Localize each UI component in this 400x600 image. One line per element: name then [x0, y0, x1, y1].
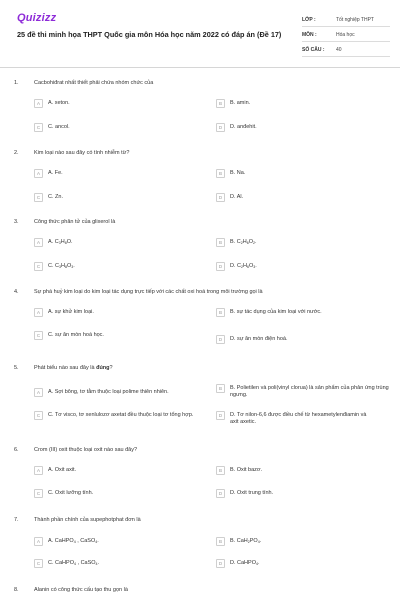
- question-text: Kim loại nào sau đây có tính nhiễm từ?: [34, 150, 130, 156]
- option-c[interactable]: [34, 490, 198, 498]
- option-b[interactable]: [216, 239, 380, 247]
- meta-row-count: [302, 44, 390, 57]
- option-letter-box: D: [216, 489, 225, 498]
- option-letter-box: C: [34, 193, 43, 202]
- option-text: B. Polietilen và poli(vinyl clorua) là sản phẩm của phản ứng trùng ngưng.: [230, 385, 389, 398]
- emphasis-text: đúng: [96, 365, 110, 371]
- option-text: D. sự ăn mòn điện hoá.: [230, 336, 288, 342]
- option-c[interactable]: [34, 194, 198, 202]
- option-a[interactable]: [34, 309, 198, 317]
- option-text: A. $C_3H_8O$.: [48, 239, 73, 245]
- option-letter-box: C: [34, 123, 43, 132]
- option-text: D. Oxit trung tính.: [230, 490, 274, 496]
- option-a[interactable]: [34, 100, 198, 108]
- option-letter-box: D: [216, 559, 225, 568]
- option-d[interactable]: [216, 263, 380, 271]
- option-letter-box: D: [216, 123, 225, 132]
- option-text: D. anđehit.: [230, 124, 257, 130]
- option-text: A. CaHPO$_4$ , CaSO$_4$.: [48, 538, 99, 544]
- question-number: 7.: [14, 517, 19, 523]
- option-letter-box: D: [216, 193, 225, 202]
- option-text: C. Oxit lưỡng tính.: [48, 490, 94, 496]
- option-letter-box: A: [34, 388, 43, 397]
- option-d[interactable]: [216, 560, 380, 568]
- option-text: D. Tơ nilon-6,6 được điều chế từ hexametylenđiamin và axit axetic.: [230, 412, 367, 425]
- option-letter-box: A: [34, 537, 43, 546]
- option-letter-box: C: [34, 489, 43, 498]
- option-a[interactable]: [34, 239, 198, 247]
- option-text: A. sự khử kim loại.: [48, 309, 94, 315]
- option-letter-box: B: [216, 99, 225, 108]
- meta-row-subject: [302, 29, 390, 42]
- option-d[interactable]: [216, 194, 380, 202]
- option-text: B. Oxit bazơ.: [230, 467, 263, 473]
- option-letter-box: A: [34, 308, 43, 317]
- option-text: B. Na.: [230, 170, 246, 176]
- meta-row-class: [302, 14, 390, 27]
- question-number: 8.: [14, 587, 19, 593]
- option-letter-box: B: [216, 537, 225, 546]
- option-letter-box: B: [216, 238, 225, 247]
- option-letter-box: B: [216, 308, 225, 317]
- meta-key: MÔN :: [302, 32, 317, 38]
- question-number: 6.: [14, 447, 19, 453]
- question-text: Crom (III) oxit thuộc loại oxit nào sau đây?: [34, 447, 138, 453]
- meta-value: Tốt nghiệp THPT: [336, 17, 374, 23]
- option-letter-box: D: [216, 335, 225, 344]
- meta-value: Hóa học: [336, 32, 355, 38]
- option-a[interactable]: [34, 389, 213, 397]
- option-d[interactable]: [216, 124, 380, 132]
- option-letter-box: A: [34, 169, 43, 178]
- option-letter-box: D: [216, 262, 225, 271]
- option-c[interactable]: [34, 560, 198, 568]
- option-c[interactable]: [34, 124, 198, 132]
- option-letter-box: B: [216, 384, 225, 393]
- document-title: 25 đề thi minh họa THPT Quốc gia môn Hóa học năm 2022 có đáp án (Đề 17): [17, 30, 282, 39]
- meta-value: 40: [336, 47, 342, 53]
- option-text: B. sự tác dụng của kim loại với nước.: [230, 309, 322, 315]
- option-letter-box: D: [216, 411, 225, 420]
- option-text: D. Al.: [230, 194, 244, 200]
- option-text: C. $C_3H_8O_3$.: [48, 263, 75, 269]
- option-letter-box: B: [216, 466, 225, 475]
- question-text: Công thức phân tử của glixerol là: [34, 219, 116, 225]
- option-c[interactable]: [34, 263, 198, 271]
- option-letter-box: C: [34, 262, 43, 271]
- option-letter-box: C: [34, 559, 43, 568]
- option-text: A. xeton.: [48, 100, 70, 106]
- metadata-panel: [302, 14, 390, 59]
- option-letter-box: C: [34, 331, 43, 340]
- option-c[interactable]: [34, 412, 198, 420]
- option-text: D. CaHPO$_4$.: [230, 560, 260, 566]
- option-letter-box: C: [34, 411, 43, 420]
- option-a[interactable]: [34, 170, 198, 178]
- quizizz-logo: Quizizz: [17, 12, 57, 24]
- option-text: A. Sợi bông, tơ tằm thuộc loại polime thiên nhiên.: [48, 389, 169, 395]
- meta-key: SỐ CÂU :: [302, 47, 325, 53]
- question-number: 5.: [14, 365, 19, 371]
- option-text: C. Tơ visco, tơ xenlulozơ axetat đều thuộc loại tơ tổng hợp.: [48, 412, 194, 418]
- option-text: A. Fe.: [48, 170, 63, 176]
- question-number: 3.: [14, 219, 19, 225]
- question-text: Alanin có công thức cấu tạo thu gọn là: [34, 587, 128, 593]
- option-b[interactable]: [216, 100, 380, 108]
- option-text: C. Zn.: [48, 194, 63, 200]
- document-header: [0, 0, 400, 68]
- option-text: D. $C_2H_6O_3$.: [230, 263, 257, 269]
- option-a[interactable]: [34, 538, 198, 546]
- question-number: 1.: [14, 80, 19, 86]
- question-number: 2.: [14, 150, 19, 156]
- option-b[interactable]: [216, 309, 380, 317]
- meta-key: LỚP :: [302, 17, 316, 23]
- option-text: C. CaHPO$_4$ , CaSO$_4$.: [48, 560, 100, 566]
- option-text: B. $C_2H_6O_2$.: [230, 239, 257, 245]
- option-text: B. amin.: [230, 100, 251, 106]
- option-b[interactable]: [216, 170, 380, 178]
- option-text: A. Oxit axit.: [48, 467, 77, 473]
- option-d[interactable]: [216, 490, 380, 498]
- question-text: Sự phá huỷ kim loại do kim loại tác dụng trực tiếp với các chất oxi hoá trong môi trường gọi là: [34, 289, 263, 295]
- option-letter-box: A: [34, 466, 43, 475]
- question-text: Cacbohiđrat nhất thiết phải chứa nhóm chức của: [34, 80, 154, 86]
- option-d[interactable]: [216, 336, 380, 344]
- option-letter-box: A: [34, 99, 43, 108]
- option-text: B. $CaH_2PO_4$.: [230, 538, 262, 544]
- option-letter-box: A: [34, 238, 43, 247]
- option-text: C. sự ăn mòn hoá học.: [48, 332, 104, 338]
- option-b[interactable]: [216, 467, 380, 475]
- option-text: C. ancol.: [48, 124, 70, 130]
- option-letter-box: B: [216, 169, 225, 178]
- option-b[interactable]: [216, 538, 380, 546]
- option-a[interactable]: [34, 467, 198, 475]
- option-d[interactable]: [216, 412, 370, 426]
- option-c[interactable]: [34, 332, 198, 340]
- question-text: Thành phần chính của supephotphat đơn là: [34, 517, 141, 523]
- option-b[interactable]: [216, 385, 390, 399]
- question-text: Phát biểu nào sau đây là đúng?: [34, 365, 113, 371]
- question-number: 4.: [14, 289, 19, 295]
